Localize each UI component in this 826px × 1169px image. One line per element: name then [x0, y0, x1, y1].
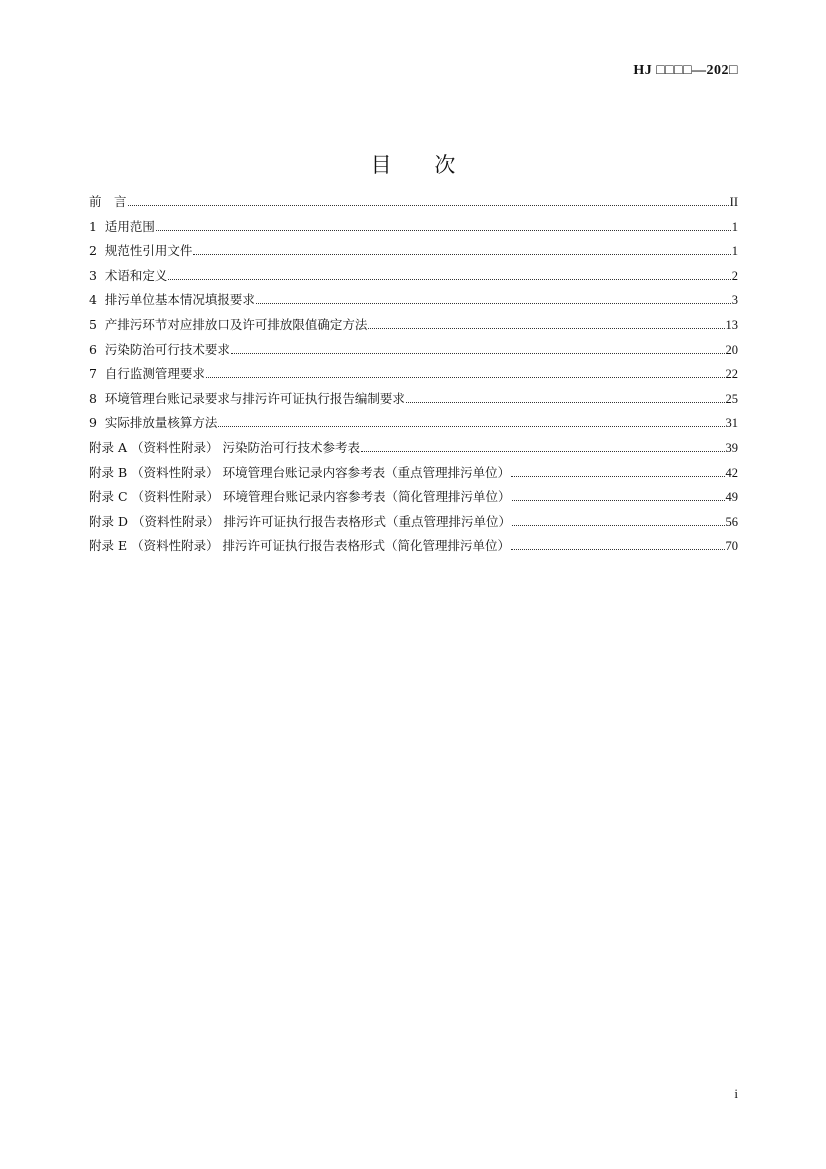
toc-entry[interactable] [89, 536, 738, 561]
toc-entry[interactable] [89, 266, 738, 291]
toc-title: 目 次 [370, 153, 474, 177]
toc-entry[interactable] [89, 315, 738, 340]
toc-dot-leader [168, 279, 730, 280]
toc-entry-page: 31 [725, 416, 738, 431]
table-of-contents [89, 192, 738, 561]
toc-entry[interactable] [89, 438, 738, 463]
toc-entry-page: 25 [725, 391, 738, 406]
toc-entry-label: 附录 E （资料性附录） 排污许可证执行报告表格形式（简化管理排污单位） [89, 538, 511, 554]
toc-entry-page: 13 [725, 317, 738, 332]
toc-entry[interactable] [89, 463, 738, 488]
toc-entry[interactable] [89, 364, 738, 389]
toc-entry-page: 1 [731, 219, 738, 234]
toc-entry-label: 4 排污单位基本情况填报要求 [89, 292, 255, 308]
toc-entry-page: II [729, 195, 738, 209]
toc-dot-leader [512, 500, 725, 501]
toc-dot-leader [128, 205, 729, 206]
toc-entry-page: 39 [725, 440, 738, 455]
toc-entry-label: 附录 B （资料性附录） 环境管理台账记录内容参考表（重点管理排污单位） [89, 464, 511, 480]
toc-entry-page: 56 [725, 514, 738, 529]
toc-entry-label: 2 规范性引用文件 [89, 243, 193, 259]
toc-dot-leader [231, 353, 725, 354]
toc-entry[interactable] [89, 192, 738, 217]
toc-entry[interactable] [89, 290, 738, 315]
toc-entry-label: 8 环境管理台账记录要求与排污许可证执行报告编制要求 [89, 390, 405, 406]
toc-entry-label: 附录 C （资料性附录） 环境管理台账记录内容参考表（简化管理排污单位） [89, 489, 511, 505]
toc-dot-leader [156, 230, 731, 231]
toc-entry[interactable] [89, 413, 738, 438]
toc-entry-label: 7 自行监测管理要求 [89, 366, 205, 382]
toc-entry-page: 70 [725, 539, 738, 554]
toc-entry[interactable] [89, 487, 738, 512]
toc-entry-page: 22 [725, 367, 738, 382]
toc-entry-page: 2 [731, 268, 738, 283]
toc-entry[interactable] [89, 217, 738, 242]
toc-entry-page: 42 [725, 465, 738, 480]
toc-entry-label: 3 术语和定义 [89, 267, 168, 283]
toc-dot-leader [361, 451, 725, 452]
toc-dot-leader [218, 426, 724, 427]
toc-dot-leader [368, 328, 724, 329]
toc-dot-leader [256, 303, 731, 304]
toc-dot-leader [511, 476, 724, 477]
toc-dot-leader [406, 402, 725, 403]
toc-entry[interactable] [89, 389, 738, 414]
toc-dot-leader [511, 549, 724, 550]
toc-entry-page: 20 [725, 342, 738, 357]
toc-entry-label: 前 言 [89, 194, 127, 209]
toc-entry-label: 附录 A （资料性附录） 污染防治可行技术参考表 [89, 439, 360, 455]
toc-dot-leader [206, 377, 725, 378]
toc-entry-page: 1 [731, 244, 738, 259]
toc-entry[interactable] [89, 241, 738, 266]
toc-dot-leader [512, 525, 725, 526]
page-number: i [734, 1086, 738, 1101]
toc-entry-label: 9 实际排放量核算方法 [89, 415, 218, 431]
toc-dot-leader [193, 254, 730, 255]
toc-entry-page: 49 [725, 490, 738, 505]
toc-entry-label: 5 产排污环节对应排放口及许可排放限值确定方法 [89, 316, 368, 332]
toc-entry-label: 附录 D （资料性附录） 排污许可证执行报告表格形式（重点管理排污单位） [89, 513, 511, 529]
standard-number: HJ □□□□—202□ [633, 63, 738, 78]
toc-entry[interactable] [89, 340, 738, 365]
toc-entry-label: 1 适用范围 [89, 218, 155, 234]
toc-entry[interactable] [89, 512, 738, 537]
toc-entry-label: 6 污染防治可行技术要求 [89, 341, 230, 357]
toc-entry-page: 3 [731, 293, 738, 308]
